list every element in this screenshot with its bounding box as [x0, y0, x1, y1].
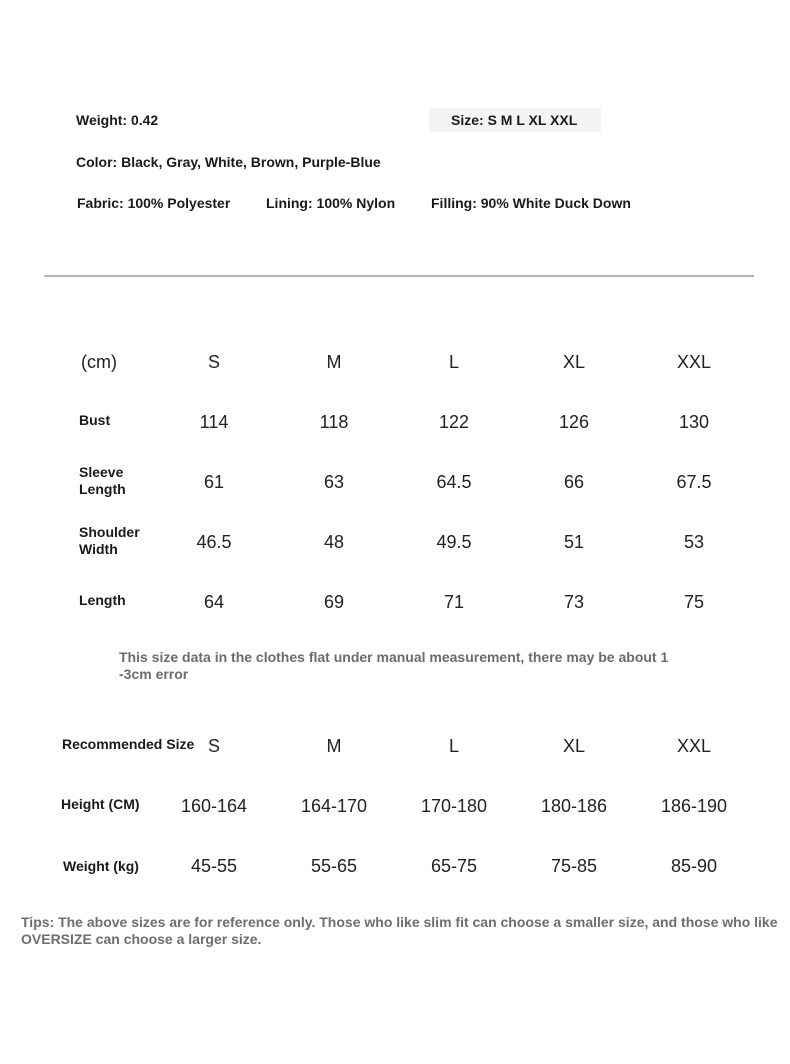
size-header: XXL [676, 352, 712, 372]
table-cell: 51 [563, 532, 585, 552]
row-label-line: Width [79, 541, 118, 557]
row-label: Height (CM) [61, 796, 140, 812]
row-label [79, 464, 126, 498]
table-cell: 69 [323, 592, 345, 612]
size-header: M [326, 352, 342, 372]
table-cell: 55-65 [310, 856, 358, 876]
lining-spec: Lining: 100% Nylon [266, 195, 396, 211]
table-cell: 75-85 [550, 856, 598, 876]
unit-label: (cm) [81, 352, 117, 372]
table-cell: 63 [323, 472, 345, 492]
row-label-line: Length [79, 481, 126, 497]
size-header: XXL [676, 736, 712, 756]
color-spec: Color: Black, Gray, White, Brown, Purple-Blue [76, 154, 381, 170]
size-spec: Size: S M L XL XXL [429, 108, 601, 132]
table-cell: 48 [323, 532, 345, 552]
table-cell: 46.5 [196, 532, 232, 552]
table-cell: 66 [563, 472, 585, 492]
table-cell: 126 [558, 412, 590, 432]
size-header: XL [562, 352, 586, 372]
row-label: Length [79, 592, 126, 608]
table-cell: 64.5 [436, 472, 472, 492]
table-cell: 118 [319, 412, 349, 432]
table-cell: 65-75 [430, 856, 478, 876]
table-cell: 45-55 [190, 856, 238, 876]
table-cell: 164-170 [300, 796, 368, 816]
table-cell: 71 [443, 592, 465, 612]
table-cell: 67.5 [676, 472, 712, 492]
size-header: S [207, 352, 220, 372]
row-label: Weight (kg) [63, 858, 139, 874]
recommended-size-label: Recommended Size [62, 736, 195, 752]
row-label: Bust [79, 412, 111, 428]
section-divider [44, 275, 754, 277]
measurement-note: This size data in the clothes flat under manual measurement, there may be about 1 -3cm error [119, 649, 669, 682]
row-label-line: Shoulder [79, 524, 140, 540]
table-cell: 186-190 [660, 796, 728, 816]
table-cell: 61 [203, 472, 225, 492]
table-cell: 122 [438, 412, 470, 432]
table-cell: 53 [683, 532, 705, 552]
table-cell: 130 [678, 412, 710, 432]
fabric-spec: Fabric: 100% Polyester [77, 195, 231, 211]
size-header: L [448, 352, 459, 372]
table-cell: 114 [199, 412, 229, 432]
table-cell: 180-186 [540, 796, 608, 816]
size-tips: Tips: The above sizes are for reference only. Those who like slim fit can choose a smaller size, and those who like OVERSIZE can choose a larger size. [21, 914, 778, 947]
row-label-line: Sleeve [79, 464, 124, 480]
table-cell: 75 [683, 592, 705, 612]
row-label [79, 524, 140, 558]
size-header: L [448, 736, 459, 756]
table-cell: 160-164 [180, 796, 248, 816]
table-cell: 85-90 [670, 856, 718, 876]
table-cell: 73 [563, 592, 585, 612]
table-cell: 64 [203, 592, 225, 612]
size-header: M [326, 736, 342, 756]
weight-spec: Weight: 0.42 [76, 112, 159, 128]
size-header: S [207, 736, 220, 756]
size-header: XL [562, 736, 586, 756]
table-cell: 49.5 [436, 532, 472, 552]
table-cell: 170-180 [420, 796, 488, 816]
filling-spec: Filling: 90% White Duck Down [431, 195, 631, 211]
